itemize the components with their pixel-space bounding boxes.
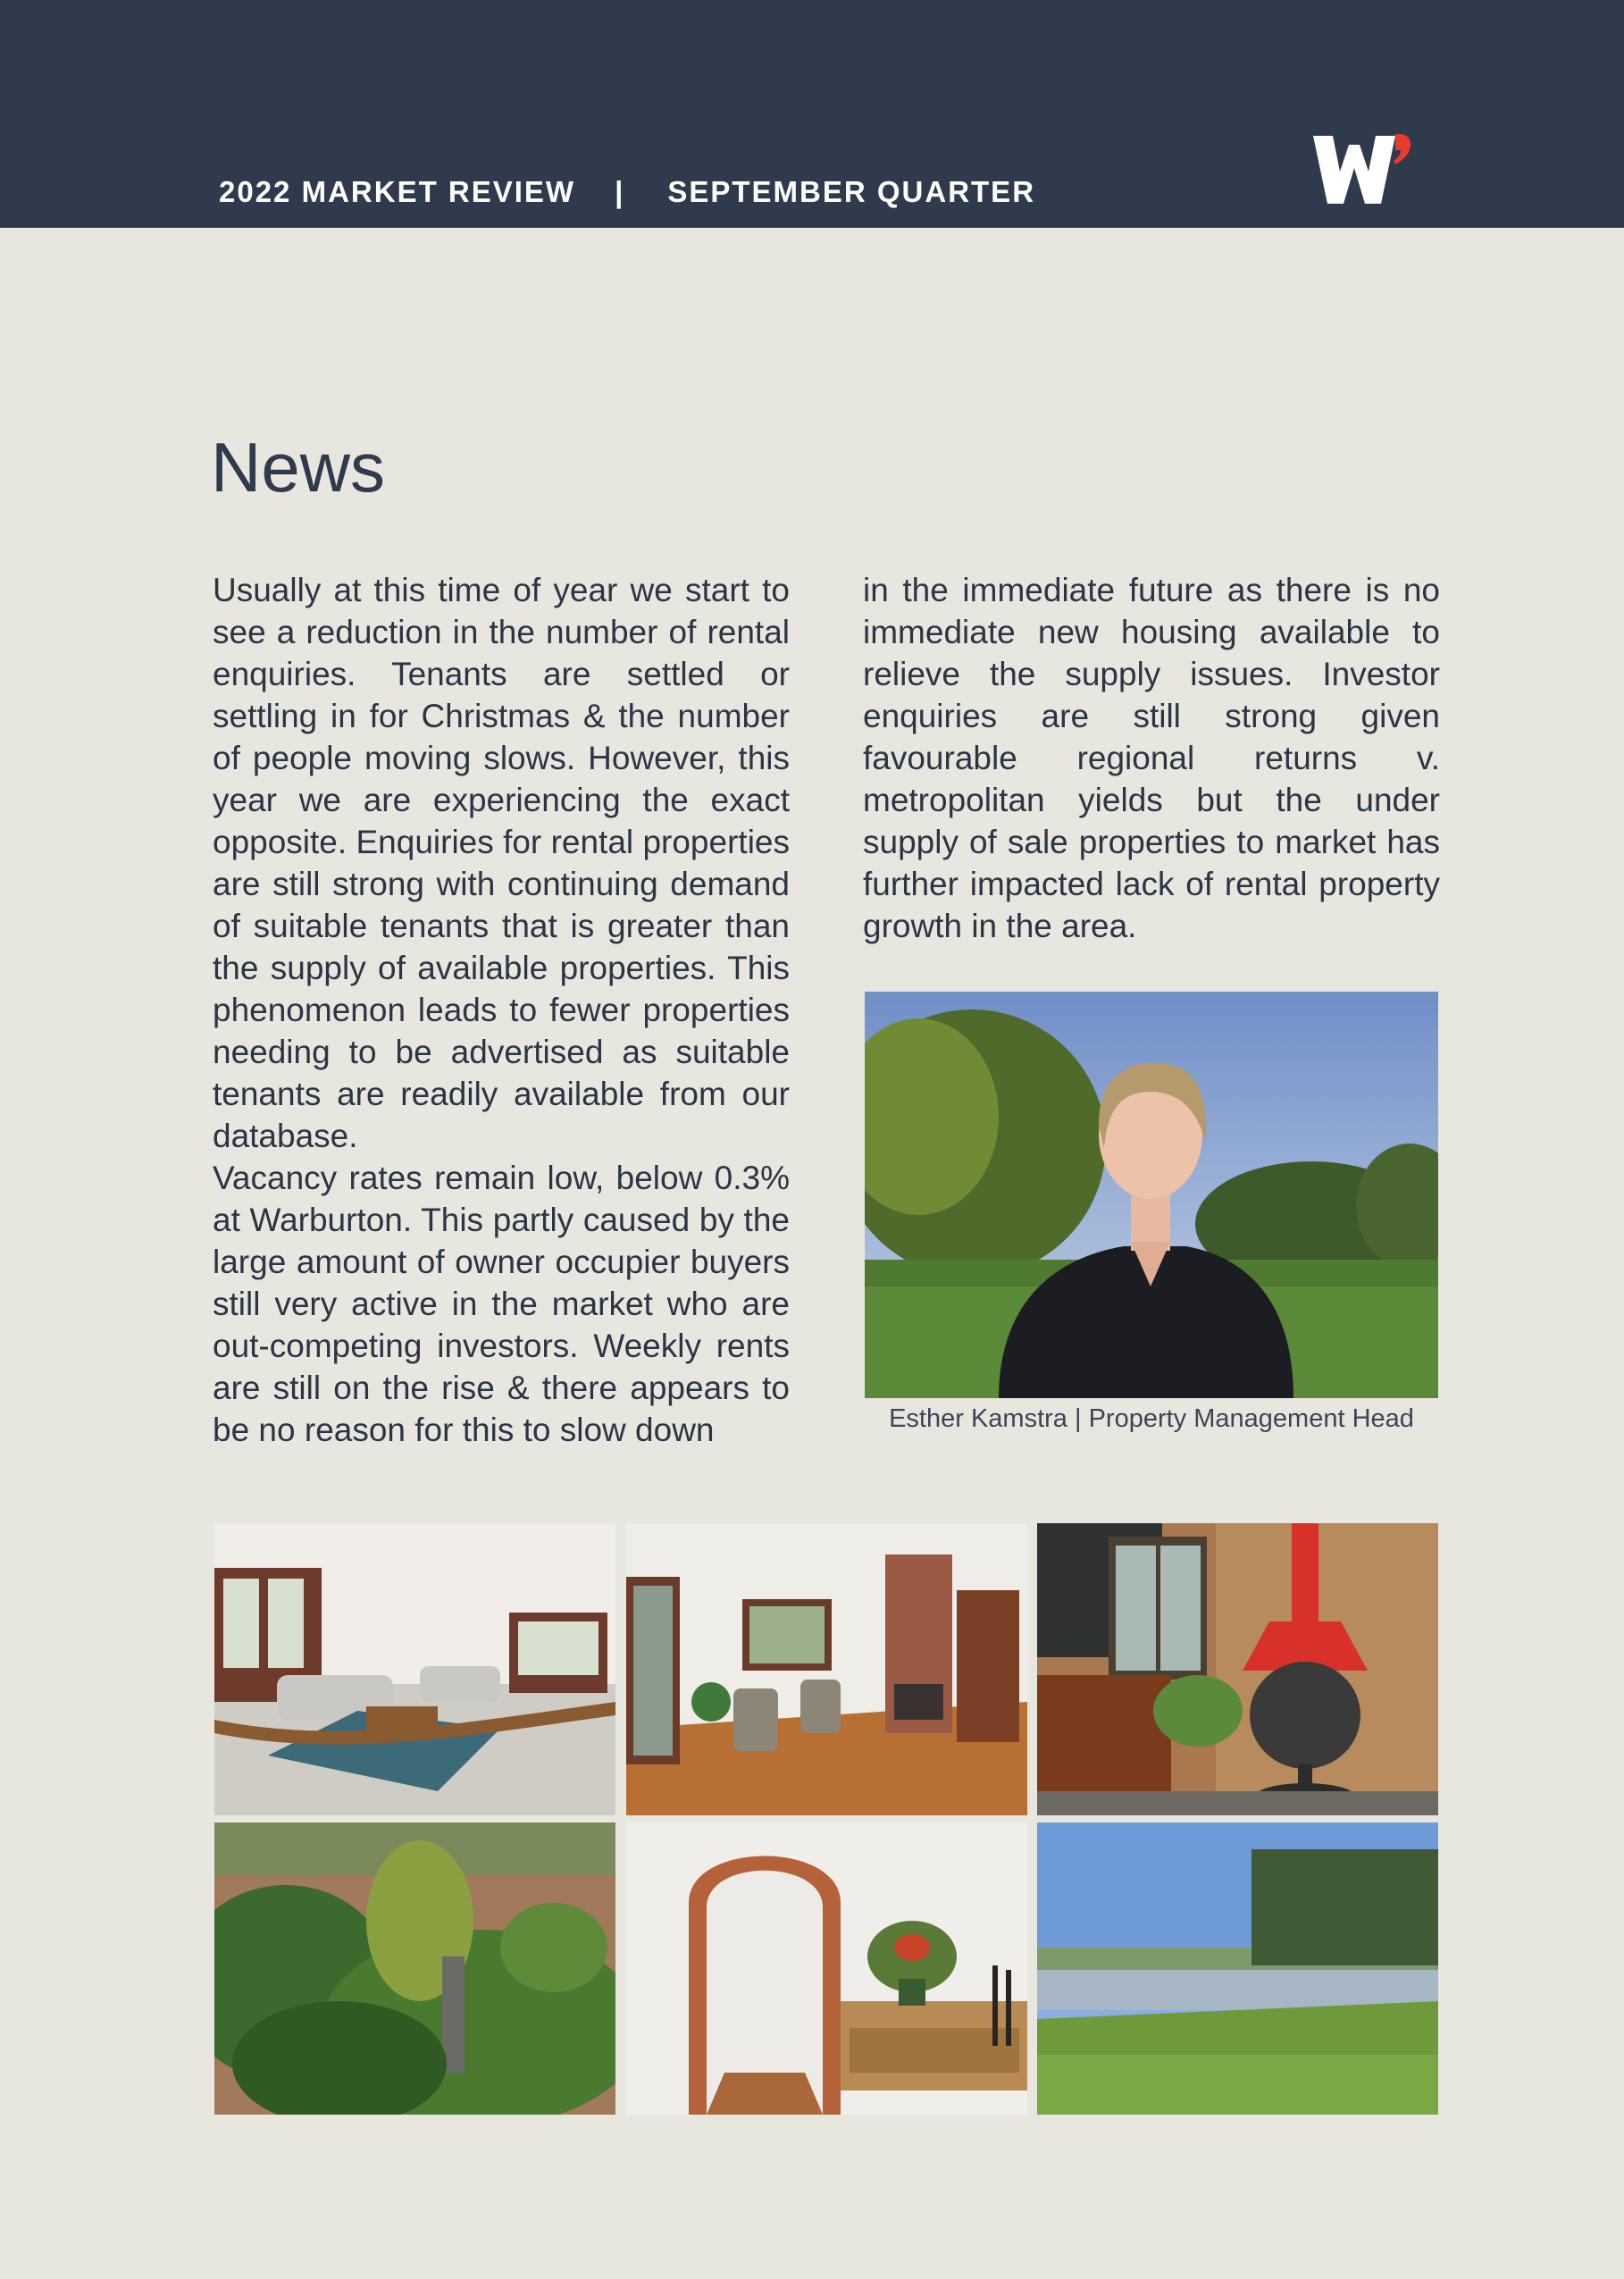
article-paragraph: Vacancy rates remain low, below 0.3% at Warburton. This partly caused by the large amount of owner occupier buyers still very active in the market who are out-competing investors. Weekly rents are still on the rise & there appears to be no reason for this to slow down	[213, 1160, 790, 1448]
quarter-title: SEPTEMBER QUARTER	[667, 175, 1036, 208]
article-paragraph: in the immediate future as there is no immediate new housing available to relieve the supply issues. Investor enquiries are still strong given favourable regional returns v. metropolitan yields but the under supply of sale properties to market has further impacted lack of rental property growth in the area.	[863, 572, 1440, 944]
title-separator: |	[615, 175, 625, 208]
red-fireplace-photo	[1037, 1523, 1438, 1815]
article-paragraph: Usually at this time of year we start to see a reduction in the number of rental enquiries. Tenants are settled or settling in for Christmas & the number of people moving slows. However, this year we are experiencing the exact opposite. Enquiries for rental properties are still strong with continuing demand of suitable tenants that is greater than the supply of available properties. This phenomenon leads to fewer properties needing to be advertised as suitable tenants are readily available from our database.	[213, 572, 790, 1154]
header-bar	[0, 0, 1624, 228]
staff-portrait-photo	[865, 992, 1438, 1398]
portrait-caption: Esther Kamstra | Property Management Head	[889, 1404, 1414, 1433]
arched-hallway-photo	[626, 1822, 1027, 2115]
brand-logo	[1310, 132, 1415, 207]
article-left-column	[213, 569, 790, 1451]
report-title: 2022 MARKET REVIEW	[219, 175, 576, 208]
article-right-column	[863, 569, 1440, 947]
news-heading: News	[211, 428, 386, 507]
garden-photo	[214, 1822, 615, 2115]
property-photo-gallery	[214, 1523, 1438, 2115]
river-paddock-photo	[1037, 1822, 1438, 2115]
header-title	[219, 175, 1035, 209]
dining-fireplace-photo	[626, 1523, 1027, 1815]
living-room-photo	[214, 1523, 615, 1815]
